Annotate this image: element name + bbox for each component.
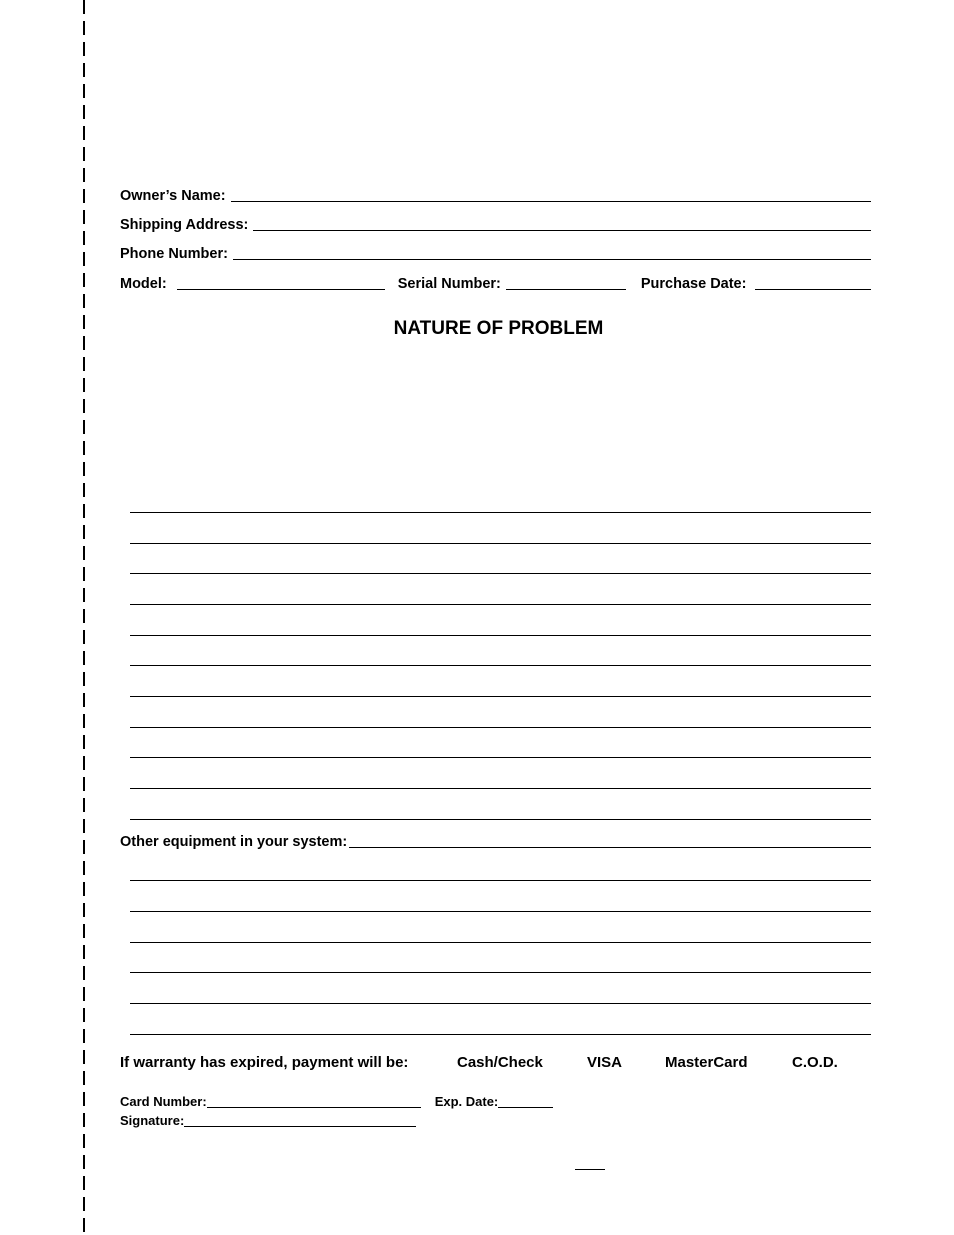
equipment-line[interactable] [130,1034,871,1035]
problem-line[interactable] [130,543,871,544]
shipping-address-field[interactable] [253,230,871,231]
problem-line[interactable] [130,757,871,758]
problem-line[interactable] [130,635,871,636]
payment-option-cod[interactable]: C.O.D. [792,1054,838,1071]
card-row [120,1094,553,1109]
signature-row [120,1113,416,1128]
exp-date-label: Exp. Date: [434,1094,499,1109]
phone-number-label: Phone Number: [120,246,228,262]
owner-name-row [120,188,871,204]
equipment-line[interactable] [130,911,871,912]
cut-line [83,0,85,1235]
section-title: NATURE OF PROBLEM [393,318,604,339]
equipment-line[interactable] [130,880,871,881]
model-serial-date-row [120,276,871,292]
problem-line[interactable] [130,727,871,728]
payment-label: If warranty has expired, payment will be: [120,1054,409,1071]
other-equipment-label: Other equipment in your system: [120,834,348,850]
card-number-label: Card Number: [120,1094,207,1109]
problem-line[interactable] [130,788,871,789]
payment-option-visa[interactable]: VISA [587,1054,623,1071]
signature-field[interactable] [184,1126,416,1127]
model-field[interactable] [177,289,385,290]
problem-line[interactable] [130,819,871,820]
purchase-date-field[interactable] [755,289,871,290]
serial-number-label: Serial Number: [397,276,501,292]
other-equipment-field[interactable] [349,847,871,848]
owner-name-field[interactable] [231,201,871,202]
equipment-line[interactable] [130,942,871,943]
problem-line[interactable] [130,665,871,666]
serial-number-field[interactable] [506,289,626,290]
model-label: Model: [120,276,167,292]
problem-line[interactable] [130,573,871,574]
equipment-line[interactable] [130,1003,871,1004]
phone-number-row [120,246,871,262]
shipping-address-row [120,217,871,233]
owner-name-label: Owner’s Name: [120,188,226,204]
exp-date-field[interactable] [498,1107,553,1108]
phone-number-field[interactable] [233,259,871,260]
equipment-line[interactable] [130,972,871,973]
page-number-line [575,1169,605,1170]
purchase-date-label: Purchase Date: [640,276,747,292]
problem-line[interactable] [130,696,871,697]
payment-option-mastercard[interactable]: MasterCard [665,1054,748,1071]
shipping-address-label: Shipping Address: [120,217,249,233]
problem-line[interactable] [130,512,871,513]
card-number-field[interactable] [207,1107,421,1108]
payment-option-cash-check[interactable]: Cash/Check [457,1054,543,1071]
other-equipment-row [120,834,871,850]
problem-line[interactable] [130,604,871,605]
signature-label: Signature: [120,1113,185,1128]
